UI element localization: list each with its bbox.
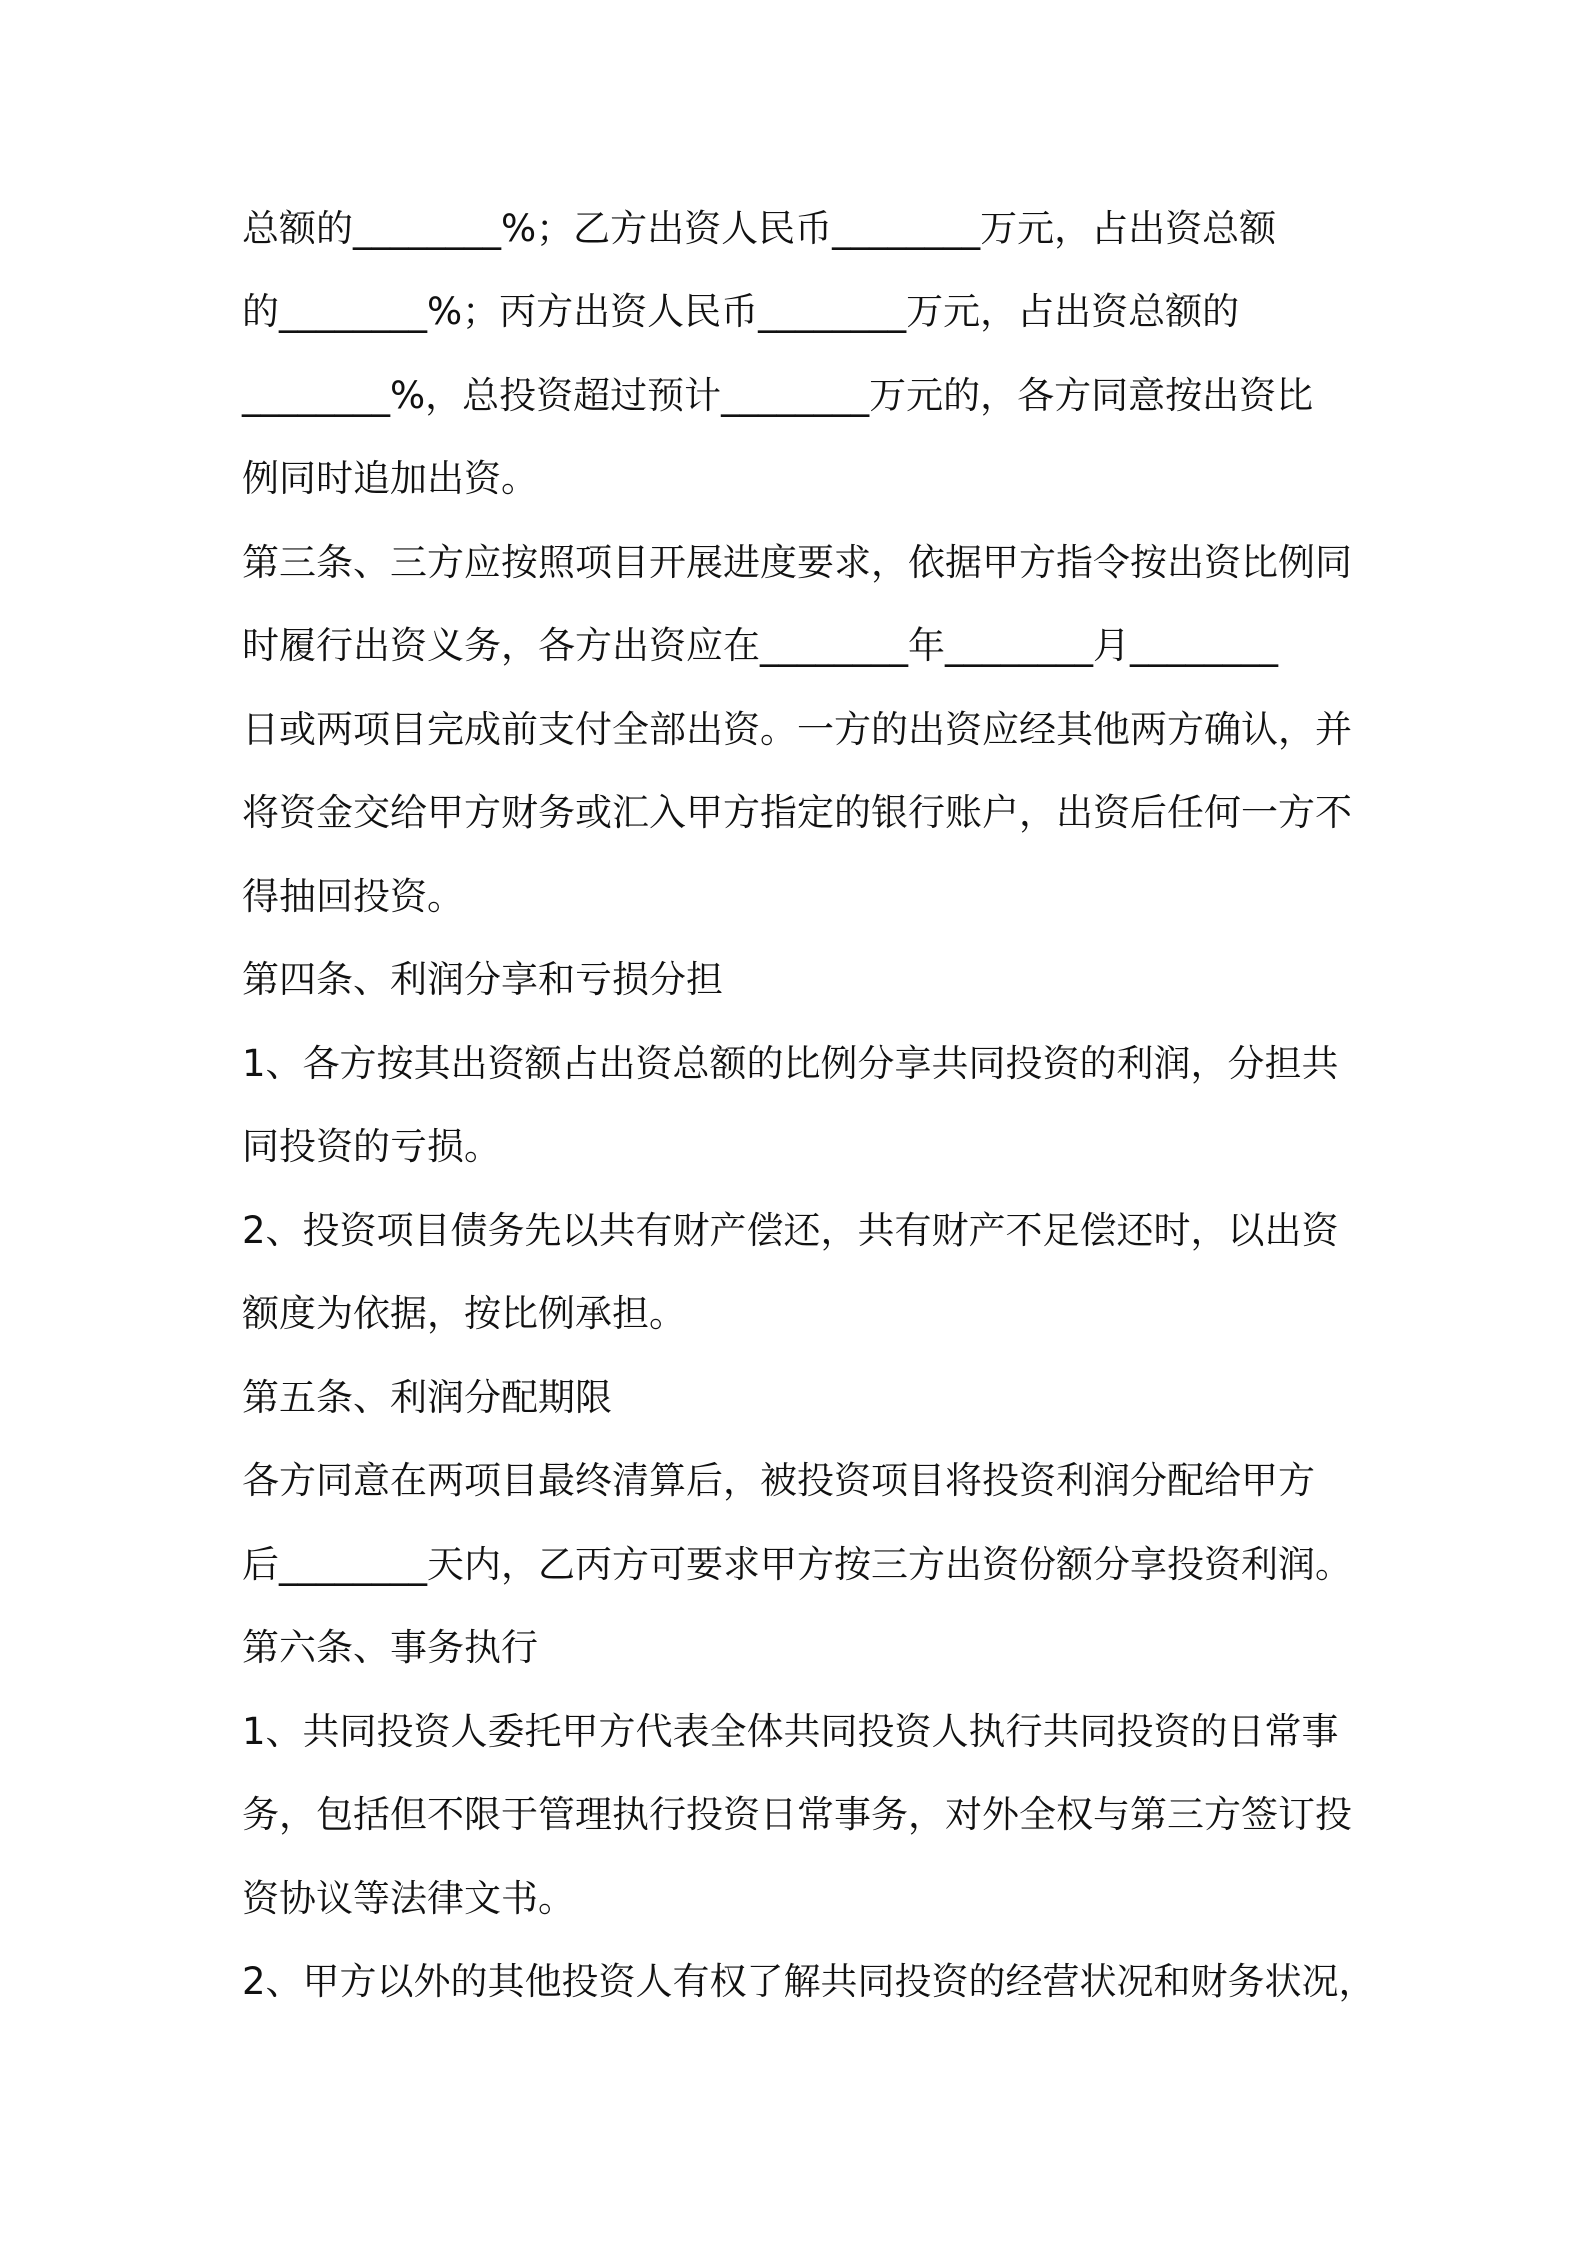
section-heading-5: 第五条、利润分配期限: [242, 1376, 612, 1419]
text-line: 总额的________%；乙方出资人民币________万元，占出资总额: [242, 207, 1277, 250]
text-line: 务，包括但不限于管理执行投资日常事务，对外全权与第三方签订投: [242, 1793, 1352, 1836]
text-line: 后________天内，乙丙方可要求甲方按三方出资份额分享投资利润。: [242, 1543, 1352, 1586]
text-line: 将资金交给甲方财务或汇入甲方指定的银行账户，出资后任何一方不: [242, 791, 1352, 834]
text-line: 额度为依据，按比例承担。: [242, 1292, 686, 1335]
text-line: 时履行出资义务，各方出资应在________年________月________: [242, 624, 1278, 667]
section-heading-6: 第六条、事务执行: [242, 1626, 538, 1669]
section-heading-3: 第三条、三方应按照项目开展进度要求，依据甲方指令按出资比例同: [242, 541, 1352, 584]
text-line: 例同时追加出资。: [242, 457, 538, 500]
text-line: 的________%；丙方出资人民币________万元，占出资总额的: [242, 290, 1240, 333]
text-line: 2、投资项目债务先以共有财产偿还，共有财产不足偿还时，以出资: [242, 1209, 1339, 1252]
text-line: 各方同意在两项目最终清算后，被投资项目将投资利润分配给甲方: [242, 1459, 1315, 1502]
text-line: 1、各方按其出资额占出资总额的比例分享共同投资的利润，分担共: [242, 1042, 1339, 1085]
text-line: 1、共同投资人委托甲方代表全体共同投资人执行共同投资的日常事: [242, 1710, 1339, 1753]
text-line: 得抽回投资。: [242, 875, 464, 918]
text-line: ________%，总投资超过预计________万元的，各方同意按出资比: [242, 374, 1314, 417]
section-heading-4: 第四条、利润分享和亏损分担: [242, 958, 723, 1001]
text-line: 2、甲方以外的其他投资人有权了解共同投资的经营状况和财务状况，: [242, 1960, 1376, 2003]
text-line: 日或两项目完成前支付全部出资。一方的出资应经其他两方确认，并: [242, 708, 1352, 751]
text-line: 资协议等法律文书。: [242, 1877, 575, 1920]
text-line: 同投资的亏损。: [242, 1125, 501, 1168]
